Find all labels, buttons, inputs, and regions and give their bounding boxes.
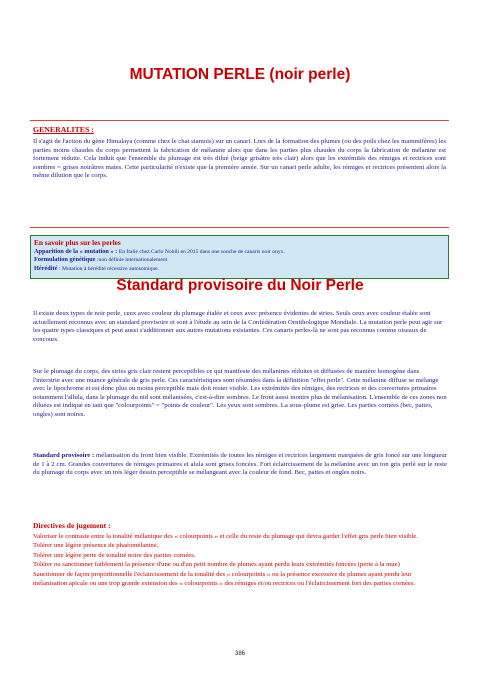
paragraph-standard	[33, 452, 447, 478]
paragraph-text	[33, 452, 447, 478]
judgement-item: Tolérer une légère présence de phaéomélanine.	[33, 542, 159, 550]
judgement-section	[33, 521, 447, 588]
standard-text: mélanisation du front bien visible. Extrémités de toutes les rémiges et rectrices largement marquées de gris foncé sur une longueur de 1 à 2 cm. Grandes couvertures de rémiges primaires et alula sont grises foncées. Fort éclaircissement de la mélanine avec un ton gris perlé sur le reste du plumage du corps avec un très léger dessin perceptible se mélangeant avec la couleur de fond. Bec, pattes et ongles noirs.	[33, 452, 448, 476]
heredite-label: Hérédité	[34, 264, 58, 272]
paragraph-text: Sur le plumage du corps, des stries gris clair restent perceptibles ce qui manifeste des mélanines réduites et diffusées de manière homogène dans l'interstrie avec une nuance générale de gris perle. Ces caractéristiques sont résumées dans la définition "effet perle". Cette mélanine diffuse se mélange avec le lipochrome et est donc plus ou moins perceptible mais doit rester visible. Les extrémités des rémiges, des rectrices et des couvertures primaires notamment l'allula, dans le plumage du nid sont mélanisées, c'est-à-dire sombres. Le front aussi montre plus de mélanisation. L'ensemble de ces zones non diluées est indiqué en tant que "colourpoints" = "points de couleur". Les yeux sont sombres. La sous-plume est grise. Les parties cornées (bec, pattes, ongles) sont noires.	[33, 368, 447, 418]
judgement-item: Sanctionner de façon proportionnelle l'éclaircissement de la tonalité des « colourpoints » ou la présence excessive de plumes ayant perdu leur mélanisation apicale ou une trop grande extension des « colourpoints » des rémiges et/ou rectrices ou l'éclaircissement fort des parties cornées.	[33, 570, 416, 588]
page-title: MUTATION PERLE (noir perle)	[129, 66, 351, 83]
info-box-title: En savoir plus sur les perles	[34, 238, 121, 247]
formulation-label: Formulation génétique	[34, 256, 96, 264]
paragraph-text: Il existe deux types de noir perle, ceux avec couleur du plumage étalée et ceux avec présence évidentes de stries. Seuls ceux avec couleur étalée sont actuellement reconnus avec un standard provisoire et sont à l'étude au sein de la Confédération Ornithologique Mondiale. La mutation perle peut agir sur les quatre types classiques et peut aussi s'additionner aux autres mutations existantes. Ces canaris perles-là ne sont pas reconnus comme oiseaux de concours.	[33, 310, 443, 343]
generalites-text: Il s'agit de l'action du gène Himalaya (comme chez le chat siamois) sur un canari. Lors de la formation des plumes (ou des poils chez les mammifères) les parties moins chaudes du corps permettent la fabrication de mélanine alors que dans les parties plus chaudes du corps la fabrication de mélanine est fortement réduite. Cela induit que l'ensemble du plumage est très dilué (beige grisâtre très clair) alors que les extrémités des rémiges et rectrices sont sombres = grises noirâtres mates. Cette particularité n'existe que la première année. Sur un canari perle adulte, les rémiges et rectrices présentent alors la même dilution que le corps.	[33, 138, 446, 179]
page-number: 386	[234, 651, 245, 657]
info-formulation	[34, 256, 445, 264]
generalites-section	[30, 120, 449, 228]
info-box	[30, 235, 449, 279]
judgement-item: Tolérer une légère perte de tonalité noire des parties cornées.	[33, 551, 196, 559]
heredite-value: : Mutation à hérédité récessive autosomique.	[59, 265, 160, 272]
paragraph-types	[33, 310, 447, 344]
generalites-heading: GENERALITES :	[33, 125, 94, 134]
apparition-label: Apparition de la « mutation » :	[34, 248, 118, 255]
paragraph-plumage	[33, 368, 447, 419]
standard-title: Standard provisoire du Noir Perle	[116, 277, 364, 294]
info-heredite	[34, 265, 445, 273]
judgement-item: Tolérer ou sanctionner faiblement la présence d'une ou d'un petit nombre de plumes ayant perdu leurs extrémités foncées (perte à la mue)	[33, 561, 400, 569]
apparition-value: En Italie chez Carlo Nobili en 2015 dans une souche de canaris noir onyx.	[118, 249, 285, 255]
info-apparition	[34, 248, 445, 256]
standard-label: Standard provisoire :	[33, 452, 95, 459]
judgement-heading: Directives de jugement :	[33, 521, 111, 530]
formulation-value: :non définie internationalement	[96, 257, 168, 264]
judgement-item: Valoriser le contraste entre la tonalité mélanique des « colourpoints » et celle du reste du plumage qui devra garder l'effet gris perle bien visible.	[33, 533, 418, 540]
